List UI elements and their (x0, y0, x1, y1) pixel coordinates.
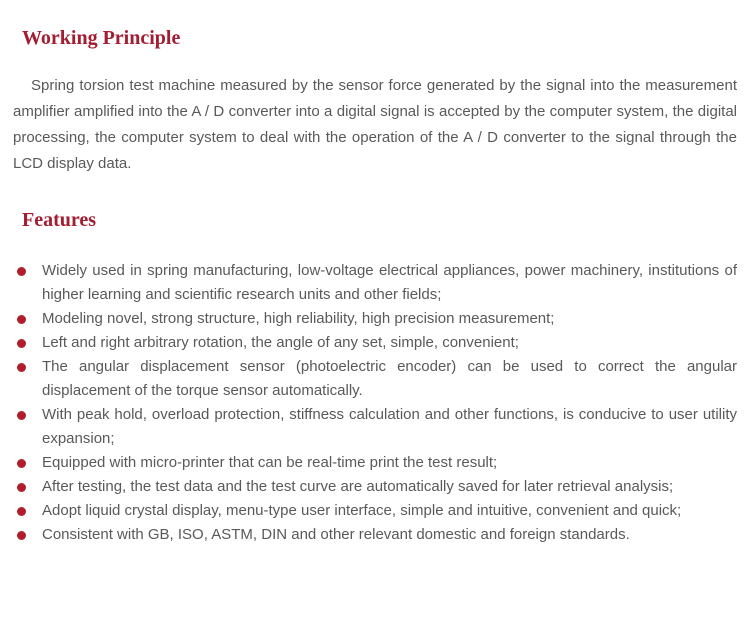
feature-text: Left and right arbitrary rotation, the angle of any set, simple, convenient; (42, 334, 519, 351)
feature-item (0, 355, 737, 403)
bullet-icon (17, 339, 26, 348)
feature-item (0, 259, 737, 307)
working-principle-section (0, 27, 750, 177)
feature-text: Consistent with GB, ISO, ASTM, DIN and other relevant domestic and foreign standards. (42, 526, 630, 543)
bullet-icon (17, 459, 26, 468)
feature-text: Equipped with micro-printer that can be real-time print the test result; (42, 454, 498, 471)
bullet-icon (17, 363, 26, 372)
features-section (0, 209, 750, 547)
bullet-icon (17, 267, 26, 276)
feature-item (0, 523, 737, 547)
feature-text: With peak hold, overload protection, stiffness calculation and other functions, is conducive to user utility expansion; (42, 406, 737, 447)
feature-text: Modeling novel, strong structure, high reliability, high precision measurement; (42, 310, 555, 327)
feature-text: After testing, the test data and the test curve are automatically saved for later retrieval analysis; (42, 478, 674, 495)
bullet-icon (17, 531, 26, 540)
feature-text: The angular displacement sensor (photoelectric encoder) can be used to correct the angular displacement of the torque sensor automatically. (42, 358, 737, 399)
feature-item (0, 307, 737, 331)
working-principle-paragraph: Spring torsion test machine measured by the sensor force generated by the signal into the measurement amplifier amplified into the A / D converter into a digital signal is accepted by the computer system, the digital processing, the computer system to deal with the operation of the A / D converter to the signal through the LCD display data. (13, 77, 737, 172)
features-list (0, 259, 737, 547)
bullet-icon (17, 507, 26, 516)
working-principle-heading: Working Principle (22, 27, 181, 49)
bullet-icon (17, 411, 26, 420)
feature-item (0, 331, 737, 355)
product-description-page (0, 27, 750, 547)
feature-item (0, 499, 737, 523)
bullet-icon (17, 315, 26, 324)
feature-item (0, 475, 737, 499)
feature-text: Adopt liquid crystal display, menu-type user interface, simple and intuitive, convenient and quick; (42, 502, 682, 519)
bullet-icon (17, 483, 26, 492)
feature-text: Widely used in spring manufacturing, low-voltage electrical appliances, power machinery, institutions of higher learning and scientific research units and other fields; (42, 262, 737, 303)
features-heading: Features (22, 209, 97, 231)
feature-item (0, 403, 737, 451)
feature-item (0, 451, 737, 475)
